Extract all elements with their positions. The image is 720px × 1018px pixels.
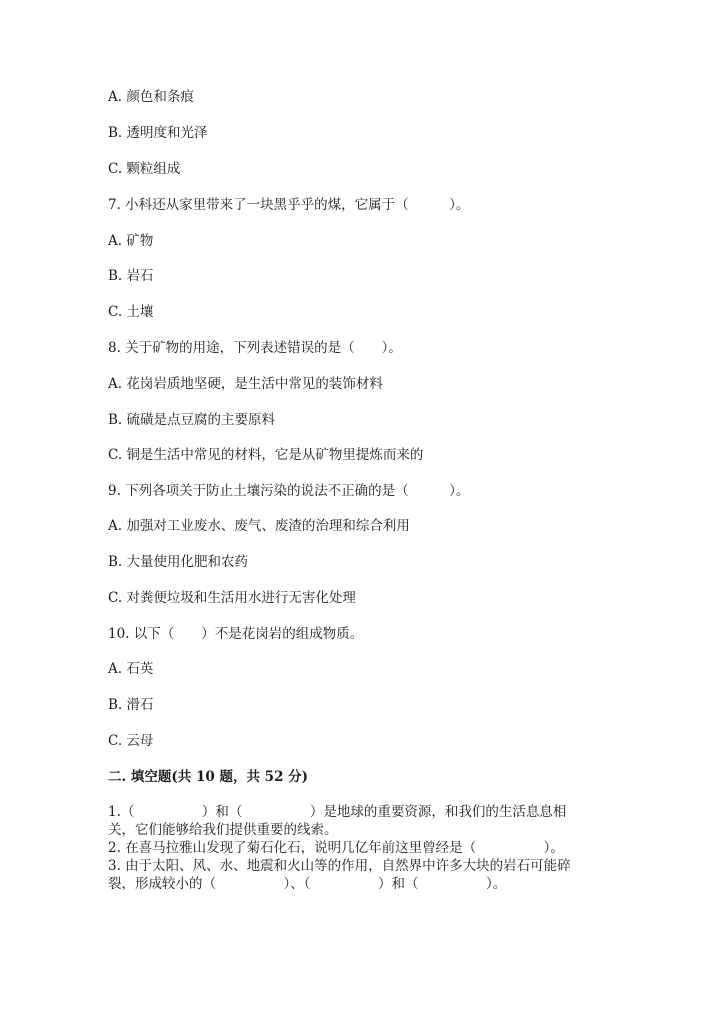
option-10b: B. 滑石 [108,697,154,713]
option-9c: C. 对粪便垃圾和生活用水进行无害化处理 [108,590,356,606]
fill-1-line-1: 1.（ ）和（ ）是地球的重要资源，和我们的生活息息相 [108,804,567,820]
question-10: 10. 以下（ ）不是花岗岩的组成物质。 [108,626,364,642]
option-8a: A. 花岗岩质地坚硬，是生活中常见的装饰材料 [108,376,383,392]
option-6a: A. 颜色和条痕 [108,89,194,105]
option-6c: C. 颗粒组成 [108,161,181,177]
option-7b: B. 岩石 [108,268,154,284]
fill-3-line-2: 裂，形成较小的（ ）、（ ）和（ ）。 [108,876,507,892]
option-9b: B. 大量使用化肥和农药 [108,554,249,570]
option-10a: A. 石英 [108,661,154,677]
option-7c: C. 土壤 [108,304,154,320]
question-7: 7. 小科还从家里带来了一块黑乎乎的煤，它属于（ ）。 [108,197,470,213]
fill-2: 2. 在喜马拉雅山发现了菊石化石，说明几亿年前这里曾经是（ ）。 [108,840,564,856]
option-10c: C. 云母 [108,733,154,749]
option-8c: C. 铜是生活中常见的材料，它是从矿物里提炼而来的 [108,447,424,463]
question-8: 8. 关于矿物的用途，下列表述错误的是（ ）。 [108,340,402,356]
question-9: 9. 下列各项关于防止土壤污染的说法不正确的是（ ）。 [108,483,470,499]
option-9a: A. 加强对工业废水、废气、废渣的治理和综合利用 [108,518,410,534]
option-7a: A. 矿物 [108,233,154,249]
option-6b: B. 透明度和光泽 [108,125,208,141]
fill-3-line-1: 3. 由于太阳、风、水、地震和火山等的作用，自然界中许多大块的岩石可能碎 [108,858,571,874]
section-title: 二. 填空题(共 10 题，共 52 分) [108,769,309,785]
fill-1-line-2: 关，它们能够给我们提供重要的线索。 [108,822,338,838]
option-8b: B. 硫磺是点豆腐的主要原料 [108,412,276,428]
